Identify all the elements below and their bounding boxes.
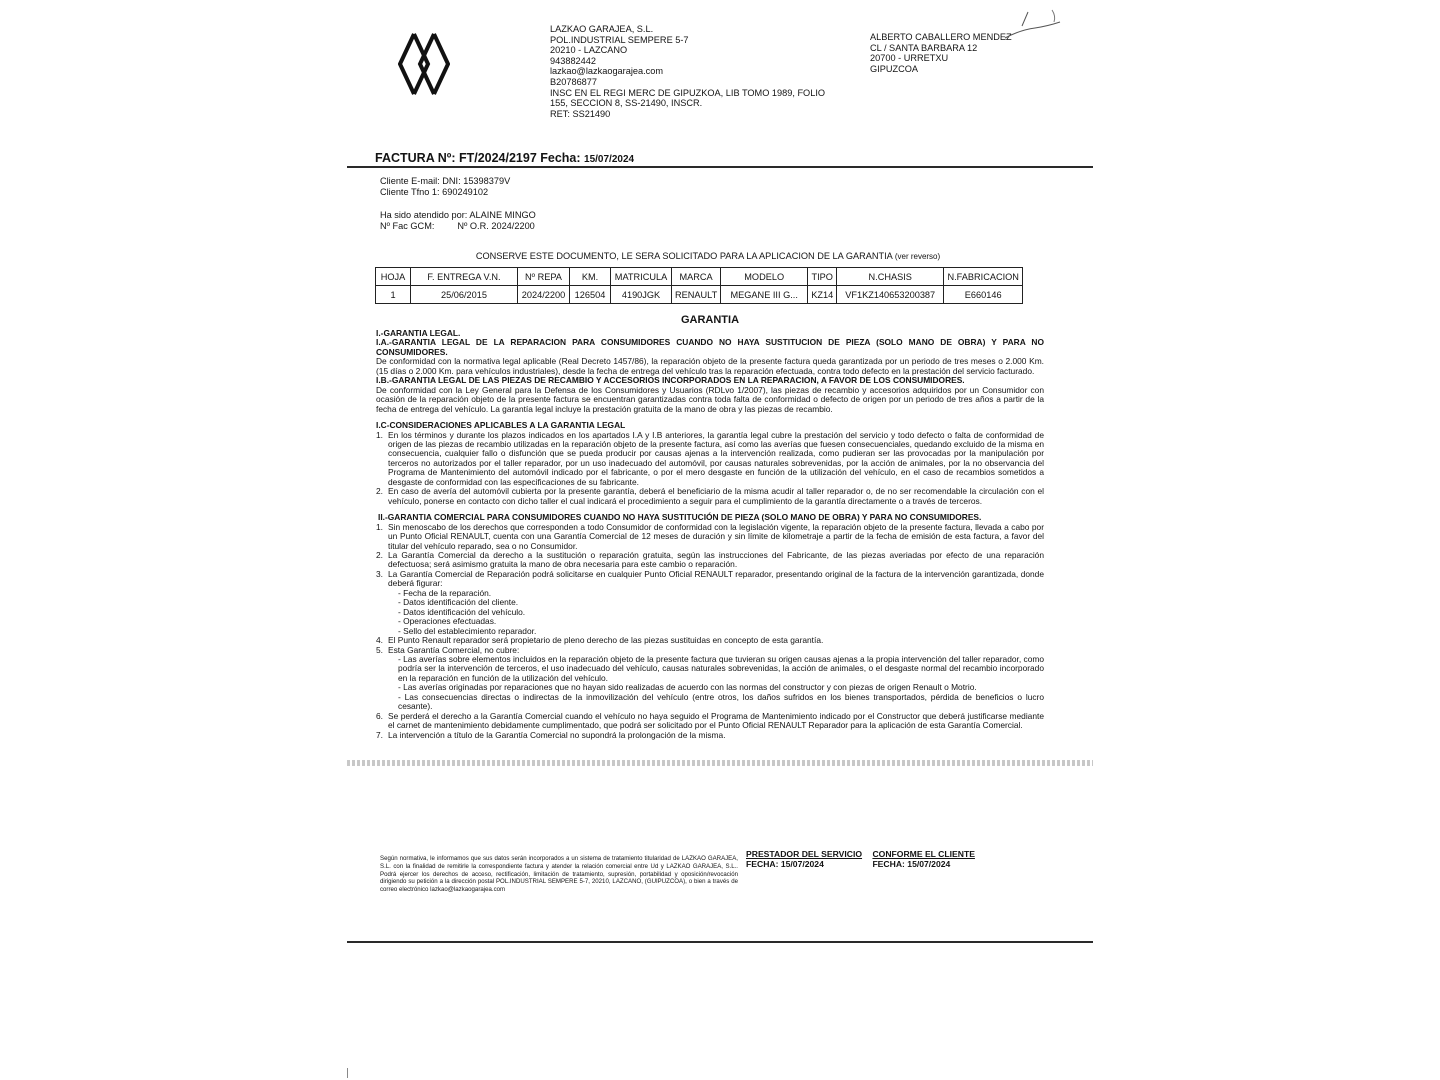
list-item xyxy=(376,646,1044,655)
company-line: POL.INDUSTRIAL SEMPERE 5-7 xyxy=(550,34,689,45)
invoice-number: FACTURA Nº: FT/2024/2197 Fecha: xyxy=(375,151,585,165)
invoice-title xyxy=(375,151,634,165)
attended-by: Ha sido atendido por: ALAINE MINGO xyxy=(380,210,536,221)
section-heading: I.B.-GARANTIA LEGAL DE LAS PIEZAS DE RECAMBIO Y ACCESORIOS INCORPORADOS EN LA REPARACION, A FAVOR DE LOS CONSUMIDORES. xyxy=(376,375,965,386)
signature-block xyxy=(746,849,983,869)
client-date: FECHA: 15/07/2024 xyxy=(872,859,951,869)
handwritten-mark xyxy=(1000,8,1070,48)
list-item xyxy=(376,731,1044,740)
table-header: MODELO xyxy=(721,268,808,286)
table-header: HOJA xyxy=(376,268,411,286)
customer-line: Cliente E-mail: DNI: 15398379V xyxy=(380,176,511,186)
renault-logo xyxy=(398,32,450,96)
table-cell: 1 xyxy=(376,286,411,304)
list-number: 6. xyxy=(376,710,383,721)
edge-artifact xyxy=(347,1068,348,1078)
client-line: ALBERTO CABALLERO MENDEZ xyxy=(870,32,1012,42)
table-cell: VF1KZ140653200387 xyxy=(837,286,944,304)
customer-line: Cliente Tfno 1: 690249102 xyxy=(380,186,489,197)
provider-date: FECHA: 15/07/2024 xyxy=(746,859,824,869)
table-header: Nº REPA xyxy=(518,268,570,286)
table-cell: MEGANE III G... xyxy=(721,286,808,304)
list-item xyxy=(376,712,1044,731)
table-header: KM. xyxy=(570,268,611,286)
conserve-reverse: (ver reverso) xyxy=(894,252,941,261)
company-line: 155, SECCION 8, SS-21490, INSCR. xyxy=(550,98,703,109)
list-item xyxy=(376,551,1044,570)
list-text: La Garantía Comercial da derecho a la sustitución o reparación gratuita, según las instrucciones del Fabricante, de las piezas averiadas por efecto de una reparación defectuosa; será asimismo gratuita la mano de obra necesaria para este cambio o reparación. xyxy=(388,549,1044,570)
table-header: MATRICULA xyxy=(611,268,672,286)
sub-item: - Fecha de la reparación. xyxy=(398,587,492,598)
list-number: 5. xyxy=(376,644,383,655)
sub-item: - Sello del establecimiento reparador. xyxy=(398,625,537,636)
list-number: 1. xyxy=(376,521,383,532)
list-number: 2. xyxy=(376,486,383,497)
table-header: MARCA xyxy=(672,268,721,286)
table-header: TIPO xyxy=(808,268,837,286)
section-heading: II.-GARANTIA COMERCIAL PARA CONSUMIDORES CUANDO NO HAYA SUSTITUCIÓN DE PIEZA (SOLO MANO DE OBRA) Y PARA NO CONSUMIDORES. xyxy=(378,512,982,523)
table-cell: KZ14 xyxy=(808,286,837,304)
list-item xyxy=(376,487,1044,506)
client-line: GIPUZCOA xyxy=(870,63,918,74)
list-number: 7. xyxy=(376,729,383,740)
company-line: INSC EN EL REGI MERC DE GIPUZKOA, LIB TOMO 1989, FOLIO xyxy=(550,87,826,98)
sub-item: - Datos identificación del vehículo. xyxy=(398,606,526,617)
list-item xyxy=(376,523,1044,551)
list-text: La Garantía Comercial de Reparación podrá solicitarse en cualquier Punto Oficial RENAULT reparador, presentando original de la factura de la intervención garantizada, donde deberá figurar: xyxy=(388,568,1044,589)
warranty-section xyxy=(376,313,1044,740)
vehicle-table xyxy=(375,267,1023,304)
company-line: lazkao@lazkaogarajea.com xyxy=(550,66,663,77)
list-item xyxy=(376,431,1044,488)
section-heading: I.A.-GARANTIA LEGAL DE LA REPARACION PARA CONSUMIDORES CUANDO NO HAYA SUSTITUCION DE PIEZA (SOLO MANO DE OBRA) Y PARA NO CONSUMIDORES. xyxy=(376,337,1044,357)
client-line: 20700 - URRETXU xyxy=(870,53,949,64)
client-signature xyxy=(872,849,975,869)
sub-item: - Operaciones efectuadas. xyxy=(398,616,497,627)
list-text: Esta Garantía Comercial, no cubre: xyxy=(388,644,520,655)
provider-label: PRESTADOR DEL SERVICIO xyxy=(746,849,863,859)
sub-item: - Las averías sobre elementos incluidos en la reparación objeto de la presente factura que tuvieran su origen causas ajenas a la propia intervención del taller reparador, como podría ser la intervención de terceros, el uso inadecuado del vehículo, causas naturales sobrevenidas, la acción de animales, o el desgaste normal del recambio incorporado en la reparación en función de la utilización del vehículo. xyxy=(398,653,1044,683)
section-text: De conformidad con la normativa legal aplicable (Real Decreto 1457/86), la reparación objeto de la presente factura queda garantizada por un periodo de tres meses o 2.000 Km. (15 días o 2.000 Km. para vehículos industriales), desde la fecha de entrega del vehículo tras la reparación efectuada, contra todo defecto en la prestación del servicio facturado. xyxy=(376,356,1044,376)
table-cell: 126504 xyxy=(570,286,611,304)
customer-info xyxy=(380,176,536,231)
warranty-title: GARANTIA xyxy=(680,314,740,326)
fac-gcm: Nº Fac GCM: Nº O.R. 2024/2200 xyxy=(380,220,535,231)
client-line: CL / SANTA BARBARA 12 xyxy=(870,42,978,53)
table-row xyxy=(376,286,1023,304)
list-item xyxy=(376,570,1044,589)
table-cell: 2024/2200 xyxy=(518,286,570,304)
section-heading: I.-GARANTIA LEGAL. xyxy=(376,328,461,338)
company-line: B20786877 xyxy=(550,76,598,87)
invoice-date: 15/07/2024 xyxy=(584,154,635,165)
sub-item: - Las averías originadas por reparaciones que no hayan sido realizadas de acuerdo con las normas del constructor y con piezas de origen Renault o Motrio. xyxy=(398,682,977,693)
list-text: La intervención a título de la Garantía Comercial no supondrá la prolongación de la misma. xyxy=(388,729,726,740)
list-text: Sin menoscabo de los derechos que corresponden a todo Consumidor de conformidad con la legislación vigente, la reparación objeto de la presente factura, llevada a cabo por un Punto Oficial RENAULT, cuenta con una Garantía Comercial de 12 meses de duración y sin límite de kilometraje a partir de la fecha de emisión de esta factura, a favor del titular del vehículo reparado, sea o no Consumidor. xyxy=(388,521,1044,551)
table-header: N.FABRICACION xyxy=(944,268,1023,286)
sub-item: - Datos identificación del cliente. xyxy=(398,597,519,608)
conserve-text: CONSERVE ESTE DOCUMENTO, LE SERA SOLICITADO PARA LA APLICACION DE LA GARANTIA xyxy=(475,251,895,261)
scan-artifact xyxy=(347,760,1093,766)
sub-item: - Las consecuencias directas o indirectas de la inmovilización del vehículo (entre otros, los daños sufridos en los bienes transportados, pérdida de beneficios o lucro cesante). xyxy=(398,691,1044,712)
table-cell: RENAULT xyxy=(672,286,721,304)
provider-signature xyxy=(746,849,862,869)
table-cell: E660146 xyxy=(944,286,1023,304)
client-label: CONFORME EL CLIENTE xyxy=(872,849,975,859)
table-cell: 4190JGK xyxy=(611,286,672,304)
section-heading: I.C-CONSIDERACIONES APLICABLES A LA GARANTIA LEGAL xyxy=(376,420,626,431)
company-line: 20210 - LAZCANO xyxy=(550,45,628,56)
privacy-notice: Según normativa, le informamos que sus datos serán incorporados a un sistema de tratamiento titularidad de LAZKAO GARAJEA, S.L. con la finalidad de remitirle la correspondiente factura y atender la relación comercial entre Ud y LAZKAO GARAJEA, S.L.. Podrá ejercer los derechos de acceso, rectificación, limitación de tratamiento, supresión, portabilidad y oposición/revocación dirigiendo su petición a la dirección postal POL.INDUSTRIAL SEMPERE 5-7, 20210, LAZCANO, (GUIPUZCOA), o bien a través de correo electrónico lazkao@lazkaogarajea.com xyxy=(380,855,738,894)
list-text: Se perderá el derecho a la Garantía Comercial cuando el vehículo no haya seguido el Programa de Mantenimiento indicado por el Constructor que deberá justificarse mediante el carnet de mantenimiento debidamente cumplimentado, que podrá ser solicitado por el Punto Oficial RENAULT Reparador para la aplicación de esta Garantía Comercial. xyxy=(388,710,1044,731)
section-text: De conformidad con la Ley General para la Defensa de los Consumidores y Usuarios (RDLvo 1/2007), las piezas de recambio y accesorios adquiridos por un Consumidor con ocasión de la reparación objeto de la presente factura se encuentran garantizadas contra toda falta de conformidad o defecto de origen por un periodo de tres años a partir de la fecha de entrega del vehículo. La garantía legal incluye la prestación gratuita de la mano de obra y las piezas de recambio. xyxy=(376,384,1044,414)
table-header: N.CHASIS xyxy=(837,268,944,286)
list-text: El Punto Renault reparador será propietario de pleno derecho de las piezas sustituidas en concepto de esta garantía. xyxy=(388,635,824,646)
conserve-notice xyxy=(375,251,1041,261)
divider xyxy=(347,166,1093,168)
company-line: LAZKAO GARAJEA, S.L. xyxy=(550,24,654,34)
table-header-row xyxy=(376,268,1023,286)
list-number: 4. xyxy=(376,635,383,646)
company-line: RET: SS21490 xyxy=(550,108,611,119)
list-text: En los términos y durante los plazos indicados en los apartados I.A y I.B anteriores, la garantía legal cubre la prestación del servicio y todo defecto o falta de conformidad de origen de las piezas de recambio utilizadas en la reparación objeto de la presente factura, así como las averías que fuesen consecuenciales, quedando excluido de la misma en consecuencia, cualquier fallo o disfunción que se pueda producir por causas ajenas a la intervención realizada, como pudieran ser las provocadas por la manipulación por terceros no autorizados por el taller reparador, por un uso inadecuado del automóvil, por causas naturales sobrevenidas, por la acción de animales, por la no observancia del Programa de Mantenimiento del automóvil indicado por el fabricante, o por el mero desgaste en función de la utilización del vehículo, en el caso de recambios sometidos a desgaste de conformidad con las especificaciones de su fabricante. xyxy=(388,429,1044,487)
company-line: 943882442 xyxy=(550,55,596,66)
list-number: 1. xyxy=(376,429,383,440)
list-number: 3. xyxy=(376,568,383,579)
list-text: En caso de avería del automóvil cubierta por la presente garantía, deberá el beneficiario de la misma acudir al taller reparador o, de no ser recomendable la circulación con el vehículo, ponerse en contacto con dicho taller el cual indicará el procedimiento a seguir para el cumplimiento de la garantía directamente o a través de terceros. xyxy=(388,486,1044,506)
company-info xyxy=(550,24,840,119)
divider xyxy=(347,941,1093,943)
table-header: F. ENTREGA V.N. xyxy=(411,268,518,286)
list-number: 2. xyxy=(376,549,383,560)
table-cell: 25/06/2015 xyxy=(411,286,518,304)
